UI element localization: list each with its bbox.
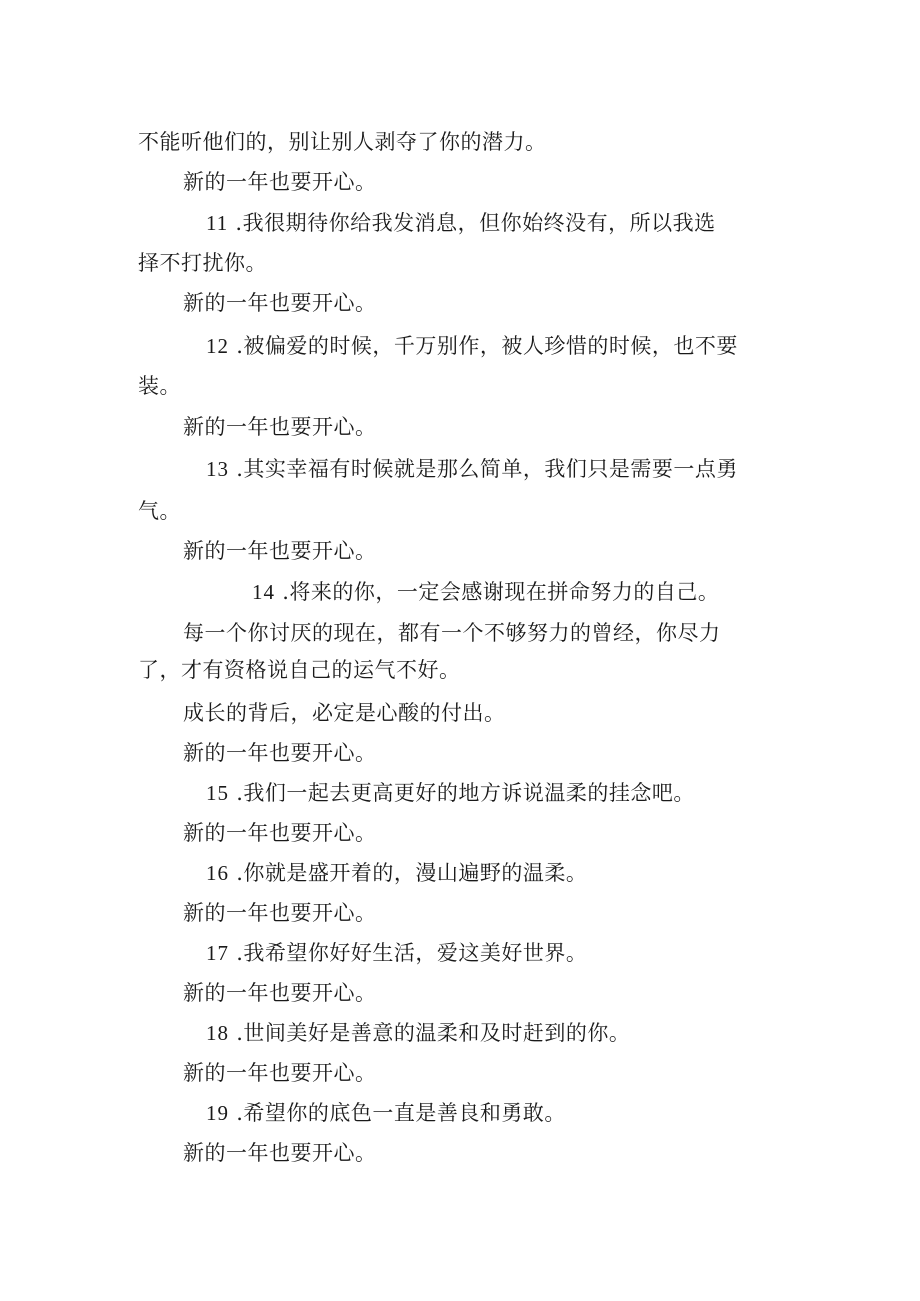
line-text: 不能听他们的，别让别人剥夺了你的潜力。 [138, 130, 547, 154]
text-line [183, 819, 377, 847]
line-text: 每一个你讨厌的现在，都有一个不够努力的曾经，你尽力 [183, 621, 721, 645]
line-text: .被偏爱的时候，千万别作，被人珍惜的时候，也不要 [236, 334, 738, 358]
numbered-item-line [206, 209, 716, 237]
text-line [183, 537, 377, 565]
line-text: 新的一年也要开心。 [183, 415, 377, 439]
line-text: 新的一年也要开心。 [183, 170, 377, 194]
line-text: 新的一年也要开心。 [183, 1141, 377, 1165]
line-text: .我们一起去更高更好的地方诉说温柔的挂念吧。 [236, 781, 695, 805]
item-number: 19 [206, 1101, 229, 1125]
line-text: .希望你的底色一直是善良和勇敢。 [236, 1101, 566, 1125]
text-line [183, 739, 377, 767]
item-number: 17 [206, 941, 229, 965]
text-line [183, 168, 377, 196]
line-text: 新的一年也要开心。 [183, 291, 377, 315]
numbered-item-line [206, 939, 587, 967]
numbered-item-line [206, 859, 587, 887]
item-number: 14 [252, 580, 275, 604]
text-line [183, 1139, 377, 1167]
numbered-item-line [252, 578, 719, 606]
line-text: 新的一年也要开心。 [183, 981, 377, 1005]
line-text: 新的一年也要开心。 [183, 901, 377, 925]
text-line [183, 899, 377, 927]
item-number: 11 [206, 211, 229, 235]
line-text: 新的一年也要开心。 [183, 741, 377, 765]
numbered-item-line [206, 332, 738, 360]
text-line [183, 979, 377, 1007]
text-line [138, 372, 181, 400]
numbered-item-line [206, 779, 695, 807]
line-text: .我希望你好好生活，爱这美好世界。 [236, 941, 588, 965]
text-line [183, 619, 721, 647]
text-line [138, 497, 181, 525]
item-number: 15 [206, 781, 229, 805]
line-text: 装。 [138, 374, 181, 398]
numbered-item-line [206, 1099, 566, 1127]
text-line [183, 413, 377, 441]
item-number: 12 [206, 334, 229, 358]
line-text: .其实幸福有时候就是那么简单，我们只是需要一点勇 [236, 457, 738, 481]
line-text: 成长的背后，必定是心酸的付出。 [183, 701, 506, 725]
line-text: 新的一年也要开心。 [183, 821, 377, 845]
item-number: 16 [206, 861, 229, 885]
text-line [183, 289, 377, 317]
line-text: 气。 [138, 499, 181, 523]
numbered-item-line [206, 455, 738, 483]
line-text: .你就是盛开着的，漫山遍野的温柔。 [236, 861, 588, 885]
text-line [183, 699, 506, 727]
line-text: 择不打扰你。 [138, 251, 267, 275]
line-text: .将来的你，一定会感谢现在拼命努力的自己。 [282, 580, 720, 604]
line-text: 了，才有资格说自己的运气不好。 [138, 658, 461, 682]
line-text: .世间美好是善意的温柔和及时赶到的你。 [236, 1021, 631, 1045]
text-line [138, 249, 267, 277]
numbered-item-line [206, 1019, 630, 1047]
item-number: 13 [206, 457, 229, 481]
text-line [138, 128, 547, 156]
line-text: 新的一年也要开心。 [183, 539, 377, 563]
line-text: 新的一年也要开心。 [183, 1061, 377, 1085]
line-text: .我很期待你给我发消息，但你始终没有，所以我选 [235, 211, 716, 235]
text-line [183, 1059, 377, 1087]
text-line [138, 656, 461, 684]
item-number: 18 [206, 1021, 229, 1045]
